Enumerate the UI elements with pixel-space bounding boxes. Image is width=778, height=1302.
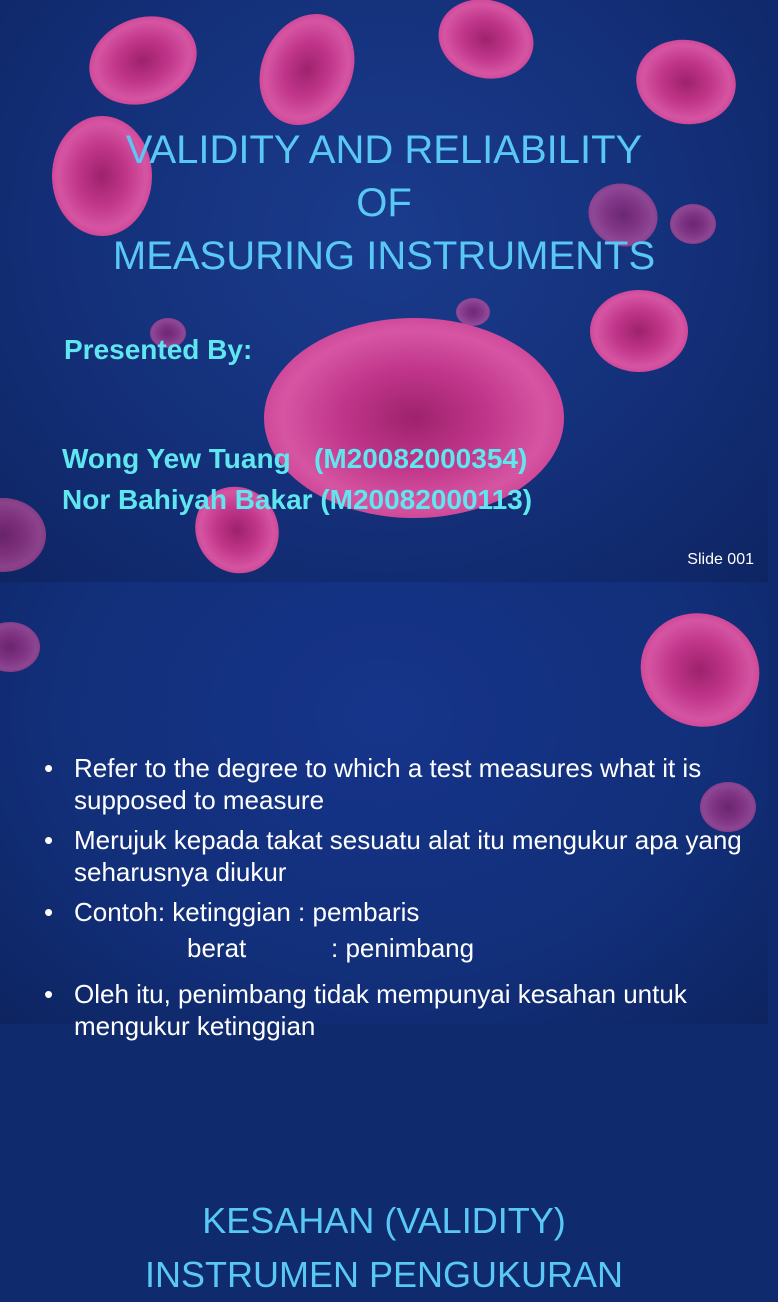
- blood-cell-decoration: [629, 32, 742, 132]
- bullet-text: Refer to the degree to which a test measures what it is supposed to measure: [74, 753, 702, 815]
- presenter-list: [62, 438, 532, 520]
- blood-cell-decoration: [456, 298, 490, 326]
- blood-cell-decoration: [0, 498, 46, 572]
- example-term: berat: [187, 933, 247, 963]
- bullet-item: [44, 896, 744, 928]
- bullet-item: [44, 824, 744, 888]
- title-line: VALIDITY AND RELIABILITY: [125, 128, 643, 172]
- bullet-text: Contoh: ketinggian : pembaris: [74, 897, 420, 927]
- bullet-icon: •: [44, 979, 54, 1009]
- bullet-list: [44, 752, 744, 1050]
- bullet-icon: •: [44, 825, 54, 855]
- blood-cell-decoration: [0, 622, 40, 672]
- slide-number: Slide 001: [687, 551, 754, 568]
- example-row: [44, 932, 744, 970]
- bullet-item: [44, 752, 744, 816]
- presenter-name: Wong Yew Tuang (M20082000354): [62, 443, 528, 474]
- bullet-item: [44, 978, 744, 1042]
- title-line: OF: [356, 181, 412, 225]
- bullet-text: Merujuk kepada takat sesuatu alat itu mengukur apa yang seharusnya diukur: [74, 825, 742, 887]
- blood-cell-decoration: [430, 0, 543, 89]
- slide-title-heading: [0, 124, 768, 283]
- example-value: : penimbang: [331, 933, 475, 963]
- blood-cell-decoration: [77, 2, 209, 119]
- bullet-icon: •: [44, 753, 54, 783]
- heading-line: INSTRUMEN PENGUKURAN: [144, 1254, 624, 1295]
- blood-cell-decoration: [242, 0, 372, 141]
- blood-cell-decoration: [622, 594, 778, 746]
- slide-title: [0, 0, 768, 582]
- slide-heading: [0, 1194, 768, 1302]
- presented-by-label: Presented By:: [64, 334, 253, 365]
- blood-cell-decoration: [590, 290, 688, 372]
- title-line: MEASURING INSTRUMENTS: [112, 234, 656, 278]
- bullet-icon: •: [44, 897, 54, 927]
- bullet-text: Oleh itu, penimbang tidak mempunyai kesahan untuk mengukur ketinggian: [74, 979, 687, 1041]
- heading-line: KESAHAN (VALIDITY): [202, 1200, 566, 1241]
- presenter-name: Nor Bahiyah Bakar (M20082000113): [62, 484, 533, 515]
